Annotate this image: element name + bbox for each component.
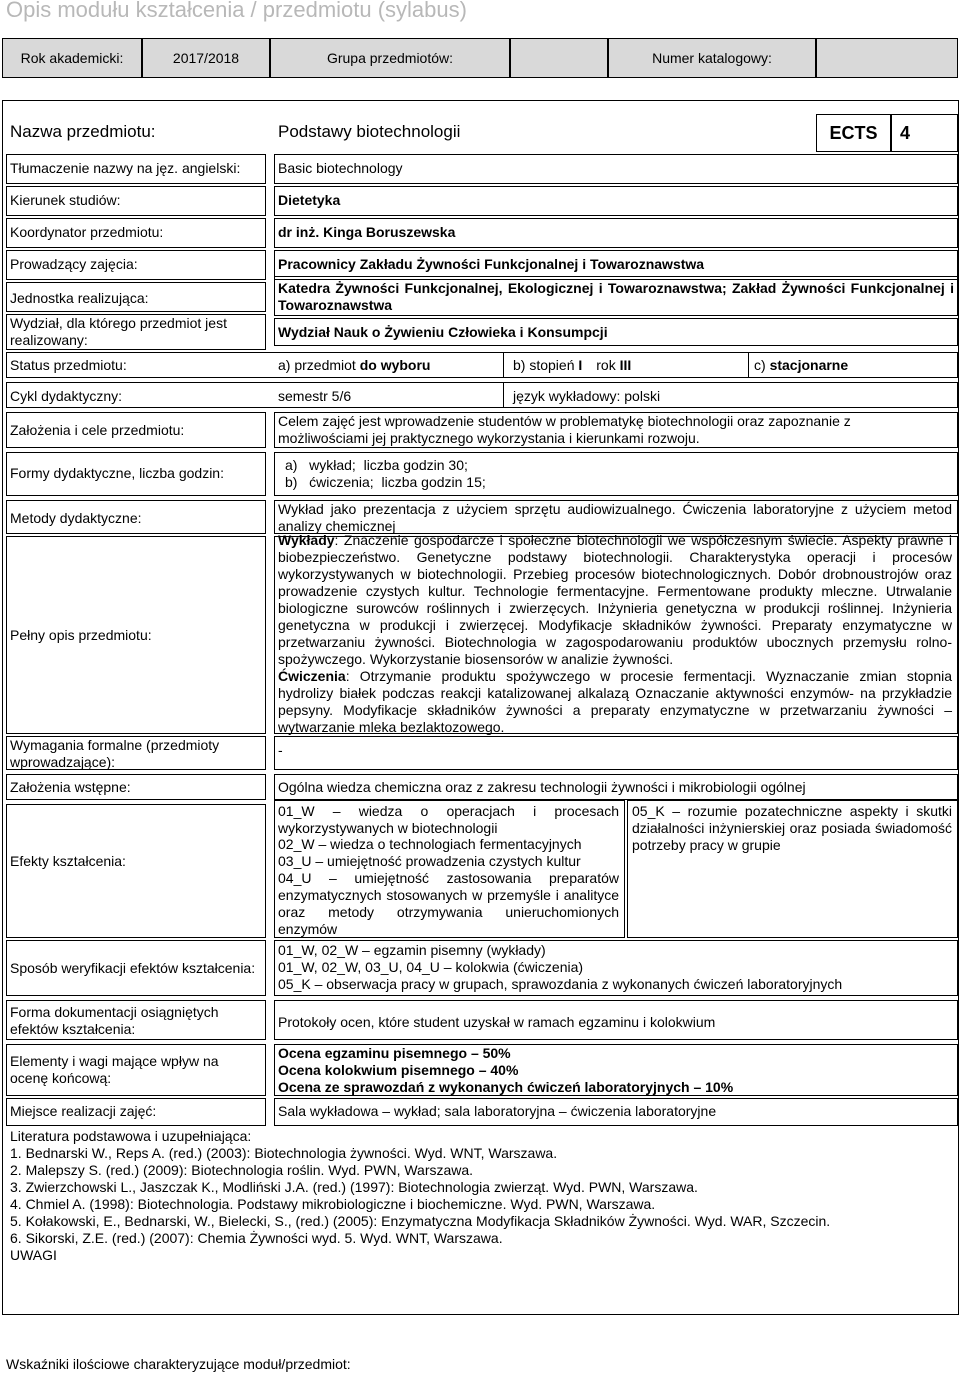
prerequisites-value: Ogólna wiedza chemiczna oraz z zakresu technologii żywności i mikrobiologii ogólnej (278, 779, 806, 795)
document-title: Opis modułu kształcenia / przedmiotu (sylabus) (6, 0, 467, 22)
academic-year-label: Rok akademicki: (20, 49, 124, 66)
status-mode-value: stacjonarne (769, 357, 849, 373)
outcome-03u: 03_U – umiejętność prowadzenia czystych kultur (278, 853, 581, 869)
ects-label-cell (816, 114, 891, 152)
instructors-label: Prowadzący zajęcia: (10, 256, 138, 272)
cycle-label: Cykl dydaktyczny: (10, 388, 123, 404)
cycle-divider (503, 382, 504, 408)
description-exercises-heading: Ćwiczenia (278, 668, 346, 684)
description-lectures-text: : Znaczenie gospodarcze i społeczne biotechnologii we współczesnym świecie. Aspekty prawne i biobezpieczeństwo. Genetyczne podstawy biotechnologii. Charakterystyka operacji i procesów wykorzystywanych w biotechnologii. Przebieg procesów biotechnologicznych. Dobór drobnoustrojów oraz prowadzenie czystych kultur. Technologie fermentacyjne. Fermentowane produkty mleczne. Utrwalanie biologiczne surowców roślinnych i zwierzęcych. Inżynieria genetyczna w produkcji roślinnej. Inżynieria genetyczna w produkcji i zwierzęcej. Modyfikacje składników żywności. Preparaty enzymatyczne w przetwarzaniu żywności. Biotechnologia w zagospodarowaniu produktów ubocznych przemysłu rolno-spożywczego. Wykorzystanie biosensorów w analizie żywności. (278, 532, 952, 667)
outcome-05k: 05_K – rozumie pozatechniczne aspekty i skutki działalności inżynierskiej oraz posiada świadomość potrzeby pracy w grupie (632, 803, 952, 853)
literature-item-5: 5. Kołakowski, E., Bednarski, W., Bielecki, S., (red.) (2005): Enzymatyczna Modyfikacja Składników Żywności. Wyd. WAR, Szczecin. (10, 1213, 831, 1229)
requirements-value-box (274, 736, 958, 770)
weights-line-1: Ocena egzaminu pisemnego – 50% (278, 1045, 511, 1061)
forms-line-a: a) wykład; liczba godzin 30; (285, 457, 468, 473)
requirements-label: Wymagania formalne (przedmioty wprowadzające): (10, 737, 220, 770)
translation-value: Basic biotechnology (278, 160, 403, 176)
coordinator-label: Koordynator przedmiotu: (10, 224, 164, 240)
status-degree-prefix: b) stopień (513, 357, 579, 373)
status-type (278, 357, 430, 374)
ects-label: ECTS (829, 122, 878, 143)
notes-label: UWAGI (10, 1247, 57, 1263)
status-type-prefix: a) przedmiot (278, 357, 360, 373)
course-name-label: Nazwa przedmiotu: (10, 122, 156, 141)
methods-label: Metody dydaktyczne: (10, 510, 142, 526)
description-label: Pełny opis przedmiotu: (10, 627, 152, 643)
field-value: Dietetyka (278, 192, 341, 208)
literature-item-2: 2. Malepszy S. (red.) (2009): Biotechnologia roślin. Wyd. PWN, Warszawa. (10, 1162, 474, 1178)
status-year-prefix: rok (596, 357, 620, 373)
outcomes-label-box (6, 804, 266, 938)
faculty-value: Wydział Nauk o Żywieniu Człowieka i Konsumpcji (278, 324, 608, 340)
goals-label: Założenia i cele przedmiotu: (10, 422, 185, 438)
catalog-label: Numer katalogowy: (652, 49, 772, 66)
literature-item-6: 6. Sikorski, Z.E. (red.) (2007): Chemia Żywności wyd. 5. Wyd. WNT, Warszawa. (10, 1230, 503, 1246)
documentation-value: Protokoły ocen, które student uzyskał w ramach egzaminu i kolokwium (278, 1014, 716, 1030)
goals-value: Celem zajęć jest wprowadzenie studentów w problematykę biotechnologii oraz zapoznanie z możliwościami jej praktycznego wykorzystania i kierunkami rozwoju. (278, 413, 851, 446)
literature-item-3: 3. Zwierzchowski L., Jaszczak K., Modliński J.A. (red.) (1997): Biotechnologia zwierząt. Wyd. PWN, Warszawa. (10, 1179, 698, 1195)
description-lectures (278, 532, 952, 668)
status-divider-2 (748, 352, 749, 378)
place-label: Miejsce realizacji zajęć: (10, 1103, 157, 1119)
unit-value: Katedra Żywności Funkcjonalnej, Ekologicznej i Towaroznawstwa; Zakład Żywności Funkcjonalnej i Towaroznawstwa (278, 280, 954, 313)
verification-label: Sposób weryfikacji efektów kształcenia: (10, 960, 256, 976)
faculty-label: Wydział, dla którego przedmiot jest realizowany: (10, 315, 227, 348)
weights-line-3: Ocena ze sprawozdań z wykonanych ćwiczeń laboratoryjnych – 10% (278, 1079, 734, 1095)
description-exercises-text: : Otrzymanie produktu spożywczego w procesie fermentacji. Wyznaczanie zmian stopnia hydrolizy białek podczas reakcji katalizowanej alkalazą Oznaczanie aktywności enzymów- na przykładzie pepsyny. Modyfikacje składników żywności a preparaty enzymatyczne w przetwarzaniu żywności – wytwarzanie mleka bezlaktozowego. (278, 668, 952, 735)
literature-item-4: 4. Chmiel A. (1998): Biotechnologia. Podstawy mikrobiologiczne i biochemiczne. Wyd. PWN, Warszawa. (10, 1196, 656, 1212)
place-value: Sala wykładowa – wykład; sala laboratoryjna – ćwiczenia laboratoryjne (278, 1103, 717, 1119)
academic-year-value-cell (142, 38, 270, 78)
translation-label: Tłumaczenie nazwy na jęz. angielski: (10, 160, 241, 176)
cycle-row (6, 382, 958, 408)
group-value-cell (510, 38, 608, 78)
ects-value-cell (891, 114, 958, 152)
coordinator-value: dr inż. Kinga Boruszewska (278, 224, 456, 240)
cycle-semester: semestr 5/6 (278, 388, 352, 404)
description-exercises (278, 668, 952, 736)
status-type-value: do wyboru (359, 357, 431, 373)
status-year-value: III (619, 357, 632, 373)
course-name-value: Podstawy biotechnologii (278, 122, 461, 141)
group-label-cell (270, 38, 510, 78)
weights-label: Elementy i wagi mające wpływ na ocenę końcową: (10, 1053, 219, 1086)
forms-label: Formy dydaktyczne, liczba godzin: (10, 465, 224, 481)
documentation-label: Forma dokumentacji osiągniętych efektów kształcenia: (10, 1004, 219, 1037)
unit-label: Jednostka realizująca: (10, 290, 149, 306)
ects-value: 4 (900, 122, 911, 143)
requirements-value: - (278, 742, 283, 758)
group-label: Grupa przedmiotów: (326, 49, 454, 66)
outcomes-label: Efekty kształcenia: (10, 853, 126, 869)
literature-item-1: 1. Bednarski W., Reps A. (red.) (2003): Biotechnologia żywności. Wyd. WNT, Warszawa. (10, 1145, 558, 1161)
verification-line-1: 01_W, 02_W – egzamin pisemny (wykłady) (278, 942, 546, 958)
status-degree (513, 357, 631, 374)
literature-label: Literatura podstawowa i uzupełniająca: (10, 1128, 252, 1144)
status-degree-value: I (578, 357, 583, 373)
outcome-02w: 02_W – wiedza o technologiach fermentacyjnych (278, 836, 582, 852)
outcome-01w: 01_W – wiedza o operacjach i procesach wykorzystywanych w biotechnologii (278, 803, 619, 836)
academic-year-label-cell (2, 38, 142, 78)
verification-line-3: 05_K – obserwacja pracy w grupach, sprawozdania z wykonanych ćwiczeń laboratoryjnych (278, 976, 843, 992)
outcome-04u: 04_U – umiejętność zastosowania preparatów enzymatycznych stosowanych w przemyśle i analityce oraz metody otrzymywania unieruchomionych enzymów (278, 870, 619, 937)
catalog-label-cell (608, 38, 816, 78)
prerequisites-label: Założenia wstępne: (10, 779, 131, 795)
forms-line-b: b) ćwiczenia; liczba godzin 15; (285, 474, 486, 490)
indicators-label: Wskaźniki ilościowe charakteryzujące moduł/przedmiot: (6, 1356, 351, 1372)
academic-year-value: 2017/2018 (172, 49, 240, 66)
status-mode-prefix: c) (754, 357, 770, 373)
status-label: Status przedmiotu: (10, 357, 127, 373)
weights-line-2: Ocena kolokwium pisemnego – 40% (278, 1062, 519, 1078)
status-mode (754, 357, 848, 374)
catalog-value-cell (816, 38, 958, 78)
instructors-value: Pracownicy Zakładu Żywności Funkcjonalnej i Towaroznawstwa (278, 256, 705, 272)
status-divider-1 (503, 352, 504, 378)
cycle-language: język wykładowy: polski (513, 388, 661, 404)
description-lectures-heading: Wykłady (278, 532, 335, 548)
field-label: Kierunek studiów: (10, 192, 121, 208)
field-value-box (274, 186, 958, 216)
methods-value: Wykład jako prezentacja z użyciem sprzętu audiowizualnego. Ćwiczenia laboratoryjne z użyciem metod analizy chemicznej (278, 501, 952, 534)
verification-line-2: 01_W, 02_W, 03_U, 04_U – kolokwia (ćwiczenia) (278, 959, 584, 975)
